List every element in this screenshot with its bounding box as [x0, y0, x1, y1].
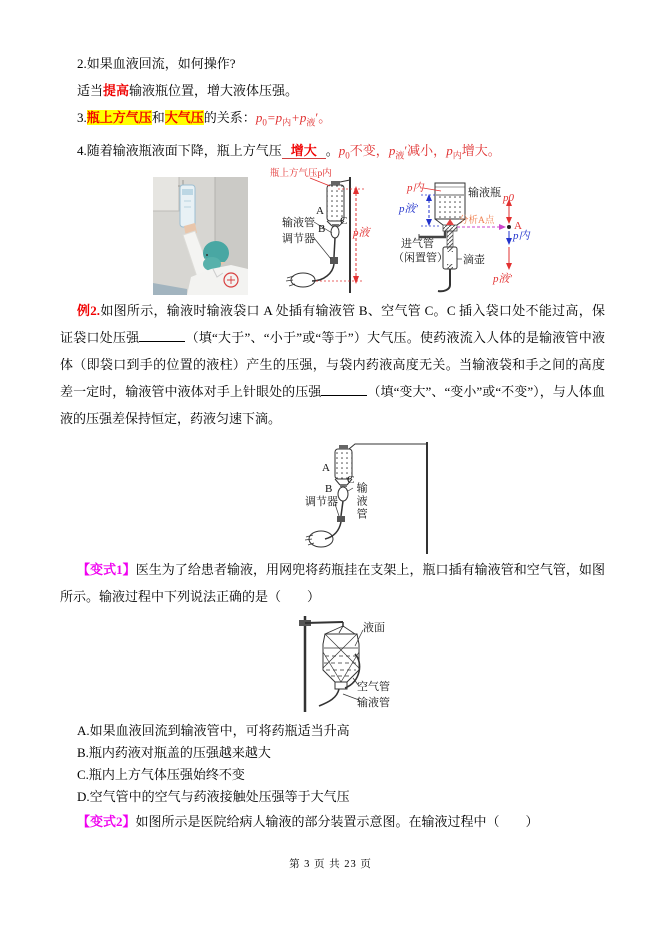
p0-label: p0: [503, 192, 514, 205]
note-question-4: [60, 137, 605, 170]
formula-part: 液: [395, 150, 405, 161]
point-b-label: B: [325, 483, 333, 496]
nurse-photo: [153, 177, 248, 295]
idle-tube-label: （闲置管）: [393, 252, 448, 265]
note-question-3: [60, 104, 605, 137]
drip-pot-label: 滴壶: [463, 254, 485, 267]
example2-text-2: （填“大于”、“小于”或“等于”）大气压。使药液流入人体的是输液管中液体（即袋口到手的位置的液柱）产生的压强，与袋内药液高度无关。当输液袋和手之间的高度差一定时，输液管中液体对手上针眼处的压强: [60, 330, 605, 400]
note-q2-answer: [60, 77, 605, 104]
formula-part: 内: [282, 117, 292, 128]
formula-part: 不变，: [349, 142, 389, 158]
q3-highlight-2: 大气压: [164, 110, 204, 125]
liquid-surface-label: 液面: [363, 622, 385, 635]
q3-mid: 和: [151, 110, 165, 125]
example2-text-1: 如图所示，输液时输液袋口 A 处插有输液管 B、空气管 C。C 插入袋口处不能过高，保证袋口处压强: [60, 303, 605, 346]
air-tube-label: 空气管: [357, 681, 390, 694]
formula-part: 增大。: [461, 142, 501, 158]
example2-figure: [305, 436, 435, 556]
option-d: D.空气管中的空气与药液接触处压强等于大气压: [77, 789, 350, 805]
option-c: C.瓶内上方气体压强始终不变: [77, 767, 245, 783]
point-c-label: C: [340, 215, 348, 228]
point-a-label: A: [514, 220, 522, 233]
point-b-label: B: [318, 223, 326, 236]
formula-part: p: [446, 142, 453, 158]
p-inner-top-label: p内: [407, 182, 424, 195]
iv-diagram-annotated: [270, 169, 370, 295]
formula-part: ′。: [315, 110, 332, 125]
variation2-paragraph: [60, 808, 605, 835]
note-question-2: [60, 50, 605, 77]
infusion-bottle-label: 输液瓶: [468, 187, 501, 200]
q3-highlight-1: 瓶上方气压: [86, 110, 152, 125]
iv-tube-label: 输液管: [282, 217, 315, 230]
nurse-photo-illustration: [153, 177, 248, 295]
formula-part: =p: [266, 110, 283, 125]
formula-part: 液: [306, 117, 316, 128]
option-b: B.瓶内药液对瓶盖的压强越来越大: [77, 745, 271, 761]
bottle-top-pressure-label: 瓶上方气压p内: [270, 169, 332, 180]
note-q2-text: 2.如果血液回流，如何操作?: [77, 56, 236, 71]
formula-part: p: [255, 110, 263, 125]
example2-paragraph: [60, 297, 605, 432]
iv-tube-vertical-label: 输液管: [355, 482, 368, 522]
figure-row-infusion: [153, 169, 605, 297]
formula-part: p: [388, 142, 396, 158]
p-liquid-left-label: p液′: [399, 203, 418, 216]
variation1-label: 【变式1】: [77, 562, 136, 578]
point-a-label: A: [322, 462, 330, 475]
analyze-point-a-label: 分析A点: [459, 216, 495, 227]
formula-part: ′减小，: [404, 142, 447, 158]
regulator-label: 调节器: [282, 233, 315, 246]
q2a-keyword: 提高: [103, 83, 130, 98]
option-list: [60, 720, 605, 808]
page-number-text: 第 3 页 共 23 页: [289, 859, 372, 870]
q4-pre: 4.随着输液瓶液面下降，瓶上方气压: [77, 142, 282, 158]
p-liquid-label: p液: [353, 227, 370, 240]
variation1-figure: [295, 612, 405, 712]
page-footer: [0, 856, 661, 871]
variation2-label: 【变式2】: [77, 814, 136, 830]
q4-answer-blank: 增大: [282, 143, 326, 159]
iv-tube-label: 输液管: [357, 697, 390, 710]
example2-text-3: （填“变大”、“变小”或“不变”），与人体血液的压强差保持恒定，药液匀速下滴。: [60, 384, 605, 427]
example2-label: 例2.: [77, 303, 101, 319]
variation2-text: 如图所示是医院给病人输液的部分装置示意图。在输液过程中（ ）: [135, 814, 539, 830]
q2a-post: 输液瓶位置，增大液体压强。: [129, 83, 299, 98]
formula-part: 内: [452, 150, 462, 161]
p-liquid-right-label: p液′: [493, 273, 512, 286]
formula-part: 0: [262, 117, 267, 128]
formula-part: p: [338, 142, 346, 158]
regulator-label: 调节器: [305, 496, 338, 509]
p-inner-right-label: p内: [513, 230, 530, 243]
variation1-text: 医生为了给患者输液，用网兜将药瓶挂在支架上，瓶口插有输液管和空气管，如图所示。输液过程中下列说法正确的是（ ）: [60, 562, 605, 605]
q3-post: 的关系：: [203, 110, 256, 125]
bottle-analysis-diagram: [393, 175, 530, 295]
fill-blank-2: [321, 383, 367, 396]
q2a-pre: 适当: [77, 83, 104, 98]
air-inlet-label: 进气管: [401, 238, 434, 251]
point-a-label: A: [316, 205, 324, 218]
variation1-paragraph: [60, 556, 605, 610]
q3-pre: 3.: [77, 110, 87, 125]
formula-part: +p: [291, 110, 307, 125]
fill-blank-1: [139, 329, 185, 342]
option-a: A.如果血液回流到输液管中，可将药瓶适当升高: [77, 723, 350, 739]
point-c-label: C: [347, 474, 355, 487]
q4-dot: 。: [325, 142, 339, 158]
formula-part: 0: [345, 150, 350, 161]
pressure-formula: [255, 110, 332, 128]
q4-analysis-formula: [338, 142, 501, 161]
